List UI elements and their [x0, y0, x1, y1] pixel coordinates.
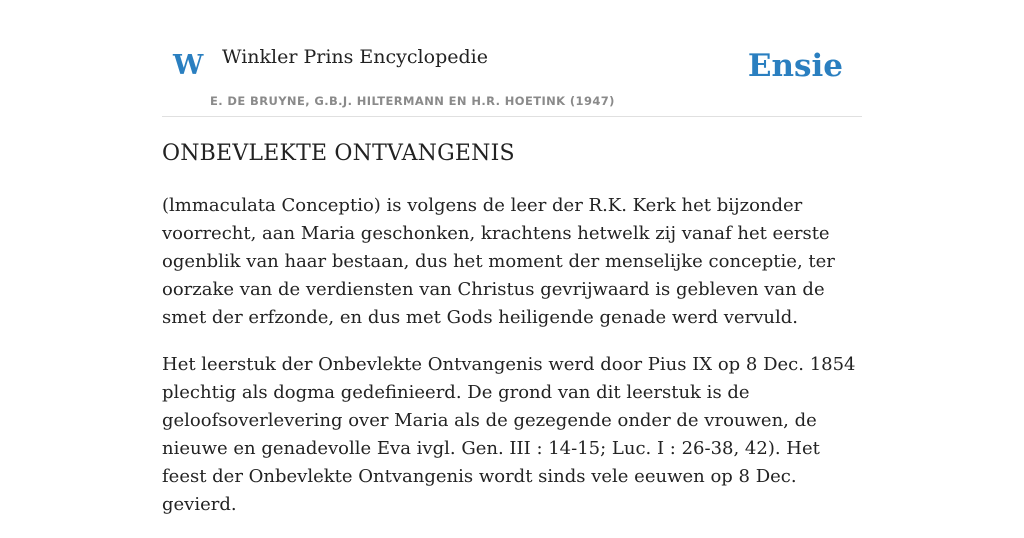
source-header [162, 0, 862, 117]
entry-title: ONBEVLEKTE ONTVANGENIS [162, 141, 515, 166]
source-title[interactable]: Winkler Prins Encyclopedie [222, 46, 488, 68]
entry-paragraph: Het leerstuk der Onbevlekte Ontvangenis werd door Pius IX op 8 Dec. 1854 plechtig als dogma gedefinieerd. De grond van dit leerstuk is de geloofsoverlevering over Maria als de gezegende onder de vrouwen, de nieuwe en genadevolle Eva ivgl. Gen. III : 14-15; Luc. I : 26-38, 42). Het feest der Onbevlekte Ontvangenis wordt sinds vele eeuwen op 8 Dec. gevierd. [162, 354, 856, 515]
ensie-logo[interactable]: Ensie [747, 48, 843, 84]
article-page [162, 0, 862, 515]
entry-body [162, 192, 862, 538]
entry-paragraph: (lmmaculata Conceptio) is volgens de leer der R.K. Kerk het bijzonder voorrecht, aan Maria geschonken, krachtens hetwelk zij vanaf het eerste ogenblik van haar bestaan, dus het moment der menselijke conceptie, ter oorzake van de verdiensten van Christus gevrijwaard is gebleven van de smet der erfzonde, en dus met Gods heiligende genade werd vervuld. [162, 195, 835, 328]
source-authors: E. DE BRUYNE, G.B.J. HILTERMANN EN H.R. HOETINK (1947) [210, 94, 615, 108]
winkler-prins-logo[interactable]: W [173, 50, 204, 81]
